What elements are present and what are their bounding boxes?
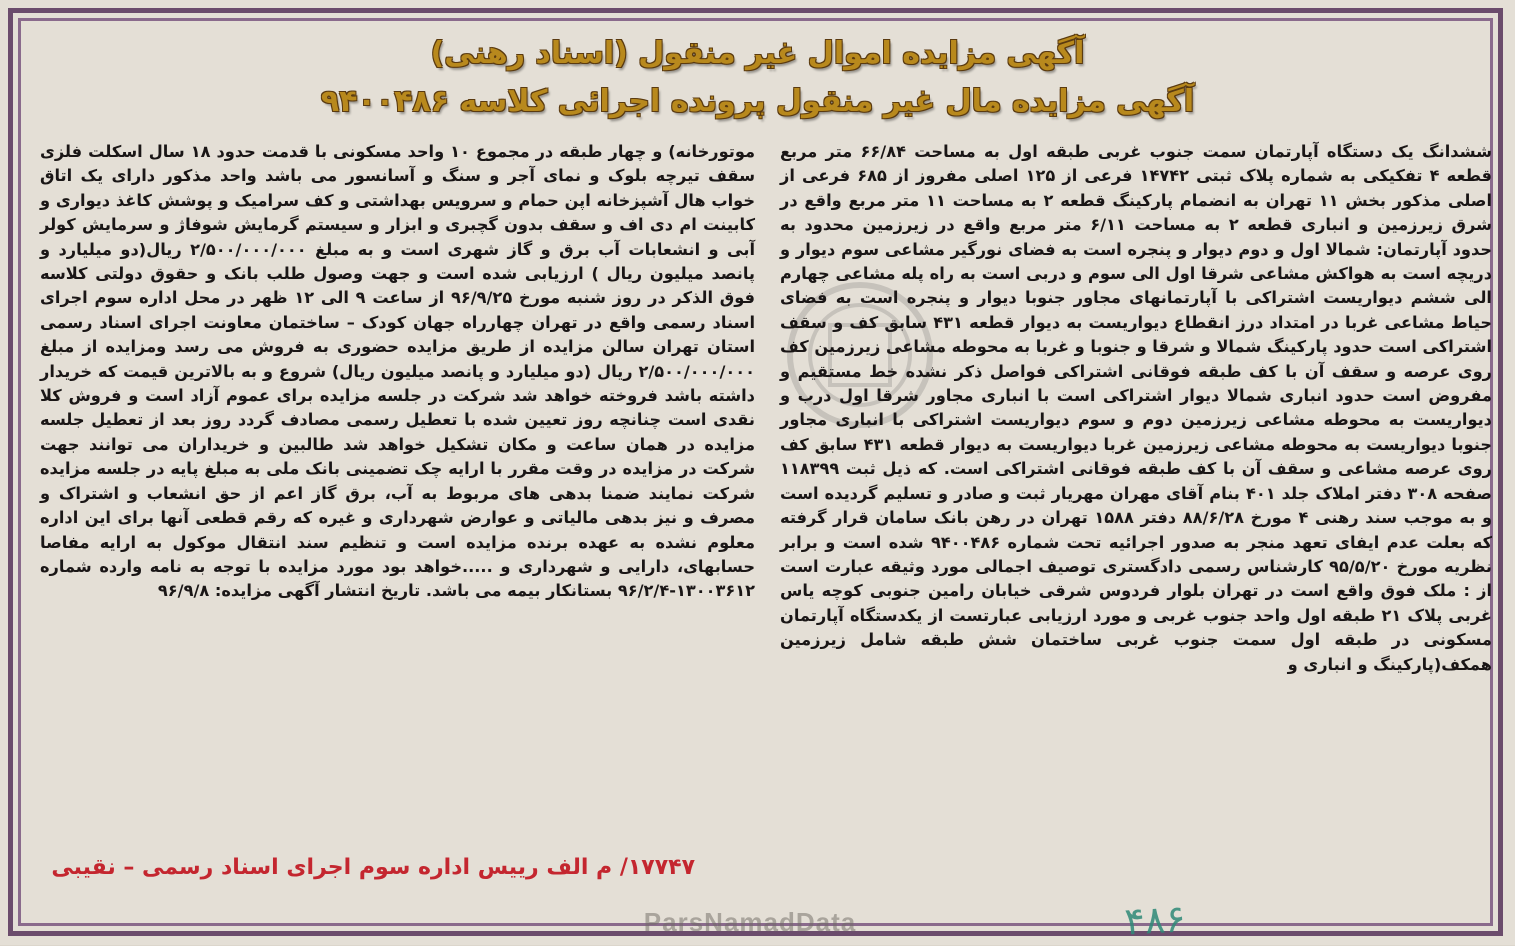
watermark-text: ParsNamadData bbox=[643, 907, 857, 937]
text-column-left bbox=[40, 140, 755, 830]
body-paragraph-left: موتورخانه) و چهار طبقه در مجموع ۱۰ واحد مسکونی با قدمت حدود ۱۸ سال اسکلت فلزی سقف تیرچه بلوک و نمای آجر و سنگ و آسانسور می باشد واحد مذکور دارای یک اتاق خواب هال آشپزخانه اپن حمام و سرویس بهداشتی و کف سرامیک و پوشش کاغذ دیواری و کابینت ام دی اف و سقف بدون گچبری و ابزار و سیستم گرمایش شوفاژ و سرمایش کولر آبی و انشعابات آب برق و گاز شهری است و به مبلغ ۲/۵۰۰/۰۰۰/۰۰۰ ریال(دو میلیارد و پانصد میلیون ریال ) ارزیابی شده است و جهت وصول طلب بانک و حقوق دولتی کلاسه فوق الذکر در روز شنبه مورخ ۹۶/۹/۲۵ از ساعت ۹ الی ۱۲ ظهر در محل اداره سوم اجرای اسناد رسمی واقع در تهران چهارراه جهان کودک – ساختمان معاونت اجرای اسناد رسمی استان تهران سالن مزایده از طریق مزایده حضوری به فروش می رسد ومزایده از مبلغ ۲/۵۰۰/۰۰۰/۰۰۰ ریال (دو میلیارد و پانصد میلیون ریال) شروع و به بالاترین قیمت که خریدار داشته باشد فروخته خواهد شد شرکت در جلسه مزایده برای عموم آزاد است و فروش کلا نقدی است چنانچه روز تعیین شده با تعطیل رسمی مصادف گردد روز بعد از تعطیل جلسه مزایده در همان ساعت و مکان تشکیل خواهد شد طالبین و خریداران می توانند جهت شرکت در مزایده در وقت مقرر با ارایه چک تضمینی بانک ملی به مبلغ پایه در جلسه مزایده شرکت نمایند ضمنا بدهی های مربوط به آب، برق گاز اعم از حق انشعاب و اشتراک و مصرف و نیز بدهی مالیاتی و عوارض شهرداری و غیره که رقم قطعی آنها برای این اداره معلوم نشده به عهده برنده مزایده است و تنظیم سند انتقال موکول به ارایه مفاصا حسابهای، دارایی و شهرداری و .....خواهد بود مورد مزایده با توجه به نامه وارده شماره ۱۳۰۰۳۶۱۲-۹۶/۲/۴ بستانکار بیمه می باشد. تاریخ انتشار آگهی مزایده: ۹۶/۹/۸ bbox=[40, 142, 756, 601]
handwritten-note: ۴۸۶ bbox=[1123, 896, 1187, 944]
notice-title: آگهی مزایده اموال غیر منقول (اسناد رهنی) bbox=[430, 36, 1085, 71]
text-column-right bbox=[780, 140, 1492, 910]
body-paragraph-right: ششدانگ یک دستگاه آپارتمان سمت جنوب غربی طبقه اول به مساحت ۶۶/۸۴ متر مربع قطعه ۴ تفکیکی به شماره پلاک ثبتی ۱۴۷۴۲ فرعی از ۱۲۵ اصلی مفروز از ۶۸۵ فرعی از اصلی مذکور بخش ۱۱ تهران به انضمام پارکینگ قطعه ۲ به مساحت ۱۱ متر مربع واقع در شرق زیرزمین و انباری قطعه ۲ به مساحت ۶/۱۱ متر مربع واقع در زیرزمین محدود به حدود آپارتمان: شمالا اول و دوم دیوار و پنجره است به فضای نورگیر مشاعی سوم دیوار و دریچه است به هواکش مشاعی شرقا اول الی سوم و دربی است به راه پله مشاعی چهارم الی ششم دیواریست اشتراکی با آپارتمانهای مجاور جنوبا دیوار و پنجره است به فضای حیاط مشاعی غربا در امتداد درز انقطاع دیواریست به دیوار قطعه ۴۳۱ سابق کف و سقف اشتراکی است حدود پارکینگ شمالا و شرقا و جنوبا و غربا به محوطه مشاعی زیرزمین کف روی عرصه و سقف آن با کف طبقه فوقانی اشتراکی فواصل ذکر نشده خط مستقیم و مفروض است حدود انباری شمالا دیوار اشتراکی است با انباری مجاور شرقا اول درب و دیواریست به محوطه مشاعی زیرزمین دوم و سوم دیواریست اشتراکی با انباری مجاور جنوبا دیواریست به محوطه مشاعی زیرزمین غربا دیواریست به دیوار قطعه ۴۳۱ سابق کف روی عرصه مشاعی و سقف آن با کف طبقه فوقانی اشتراکی است. که ذیل ثبت ۱۱۸۳۹۹ صفحه ۳۰۸ دفتر املاک جلد ۴۰۱ بنام آقای مهران مهریار ثبت و صادر و تسلیم گردیده است و به موجب سند رهنی ۴ مورخ ۸۸/۶/۲۸ دفتر ۱۵۸۸ تهران در رهن بانک سامان قرار گرفته که بعلت عدم ایفای تعهد منجر به صدور اجرائیه تحت شماره ۹۴۰۰۴۸۶ شده است و برابر نظریه مورخ ۹۵/۵/۲۰ کارشناس رسمی دادگستری توصیف اجمالی مورد وثیقه عبارت است از : ملک فوق واقع است در تهران بلوار فردوس شرقی خیابان رامین جنوبی کوچه یاس غربی پلاک ۲۱ طبقه اول واحد جنوب غربی و مورد ارزیابی عبارتست از یکدستگاه آپارتمان مسکونی در طبقه اول سمت جنوب غربی ساختمان شش طبقه شامل زیرزمین همکف(پارکینگ و انباری و bbox=[780, 142, 1493, 674]
notice-header bbox=[300, 30, 1215, 130]
notice-subtitle: آگهی مزایده مال غیر منقول پرونده اجرائی کلاسه ۹۴۰۰۴۸۶ bbox=[320, 84, 1195, 119]
signature-line: ۱۷۷۴۷/ م الف رییس اداره سوم اجرای اسناد رسمی – نقیبی bbox=[51, 855, 695, 880]
